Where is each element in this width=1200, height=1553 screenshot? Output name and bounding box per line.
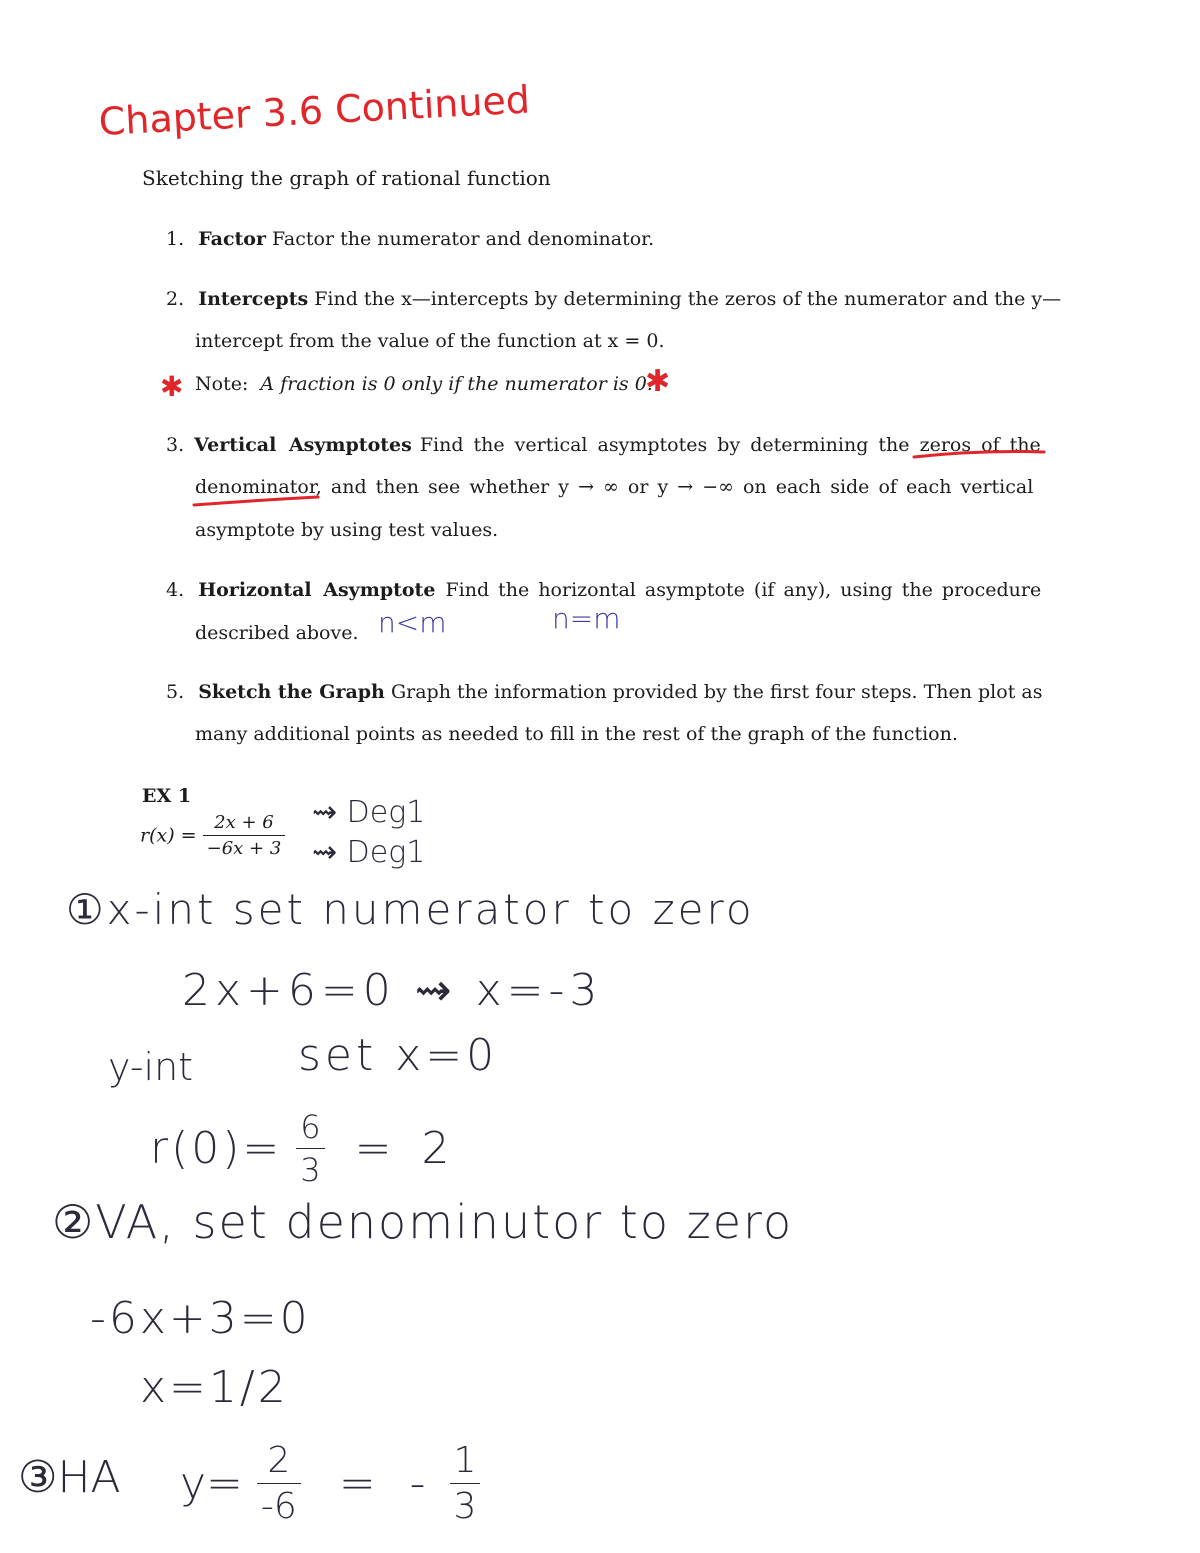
step-2-line-2: intercept from the value of the function at x = 0. bbox=[195, 330, 665, 352]
step-number: 1. bbox=[166, 228, 185, 250]
note-label: Note: bbox=[195, 373, 249, 395]
va-solution: x=1/2 bbox=[140, 1362, 289, 1413]
step-text: Find the vertical asymptotes by determining the zeros of the bbox=[419, 434, 1041, 456]
step-3-line-3: asymptote by using test values. bbox=[195, 519, 499, 541]
ha-num: 2 bbox=[257, 1440, 301, 1484]
step-text: Graph the information provided by the first four steps. Then plot as bbox=[390, 681, 1043, 703]
chapter-heading: Chapter 3.6 Continued bbox=[97, 77, 531, 144]
r0-fraction bbox=[296, 1108, 324, 1189]
step-text: Find the x—intercepts by determining the zeros of the numerator and the y— bbox=[314, 288, 1062, 310]
step-2-note bbox=[195, 373, 653, 395]
step-number: 3. bbox=[166, 434, 185, 456]
step-va-heading: ②VA, set denominutor to zero bbox=[52, 1195, 794, 1249]
step-title: Vertical Asymptotes bbox=[194, 434, 412, 456]
n-eq-m-note: n=m bbox=[552, 602, 621, 635]
step-title: Sketch the Graph bbox=[198, 681, 385, 703]
step-text: Factor the numerator and denominator. bbox=[272, 228, 655, 250]
r0-num: 6 bbox=[296, 1108, 324, 1149]
r0-den: 3 bbox=[300, 1151, 321, 1189]
underline-denominator bbox=[194, 497, 318, 505]
ha-result-den: 3 bbox=[453, 1486, 477, 1527]
step-title: Factor bbox=[198, 228, 266, 250]
ha-fraction bbox=[257, 1440, 301, 1527]
r0-lhs: r(0)= bbox=[150, 1123, 283, 1174]
step-title: Intercepts bbox=[198, 288, 309, 310]
ha-den: -6 bbox=[260, 1486, 297, 1527]
step-title: Horizontal Asymptote bbox=[198, 579, 436, 601]
step-5 bbox=[166, 681, 1042, 703]
example-label: EX 1 bbox=[142, 785, 192, 807]
n-less-m-note: n<m bbox=[378, 606, 447, 639]
step-number: 5. bbox=[166, 681, 185, 703]
equation-xint: 2x+6=0 ⇝ x=-3 bbox=[182, 965, 603, 1016]
numerator: 2x + 6 bbox=[203, 812, 286, 836]
yint-set-x: set x=0 bbox=[298, 1030, 499, 1081]
ha-result-num: 1 bbox=[450, 1440, 481, 1484]
r0-calculation bbox=[150, 1108, 458, 1189]
step-number: 2. bbox=[166, 288, 185, 310]
yint-label: y-int bbox=[108, 1045, 194, 1089]
example-function bbox=[140, 812, 285, 859]
step-3 bbox=[166, 434, 1041, 456]
step-5-line-2: many additional points as needed to fill in the rest of the graph of the function. bbox=[195, 723, 958, 745]
r0-rhs: = 2 bbox=[354, 1123, 458, 1174]
step-3-line-2: denominator, and then see whether y → ∞ or y → −∞ on each side of each vertical bbox=[195, 476, 1034, 498]
ha-calculation bbox=[180, 1440, 480, 1527]
step-xint-heading: ①x-int set numerator to zero bbox=[66, 885, 755, 934]
step-4-line-2: described above. bbox=[195, 622, 359, 644]
step-text: Find the horizontal asymptote (if any), using the procedure bbox=[445, 579, 1042, 601]
degree-denominator-note: ⇝ Deg1 bbox=[312, 835, 426, 870]
degree-numerator-note: ⇝ Deg1 bbox=[312, 795, 426, 830]
denominator: −6x + 3 bbox=[206, 838, 282, 859]
step-4 bbox=[166, 579, 1041, 601]
function-lhs: r(x) = bbox=[140, 824, 197, 847]
function-fraction bbox=[203, 812, 286, 859]
equation-va: -6x+3=0 bbox=[90, 1293, 311, 1344]
step-ha-heading: ③HA bbox=[18, 1452, 121, 1503]
note-text: A fraction is 0 only if the numerator is 0. bbox=[260, 373, 653, 395]
star-right-icon: ✱ bbox=[645, 364, 671, 399]
star-left-icon: ✱ bbox=[160, 370, 184, 403]
step-1 bbox=[166, 228, 654, 250]
step-number: 4. bbox=[166, 579, 185, 601]
ha-result-fraction bbox=[450, 1440, 481, 1527]
ha-lhs: y= bbox=[180, 1458, 243, 1509]
page-subtitle: Sketching the graph of rational function bbox=[142, 166, 551, 190]
step-2 bbox=[166, 288, 1061, 310]
ha-equals: = - bbox=[338, 1458, 436, 1509]
